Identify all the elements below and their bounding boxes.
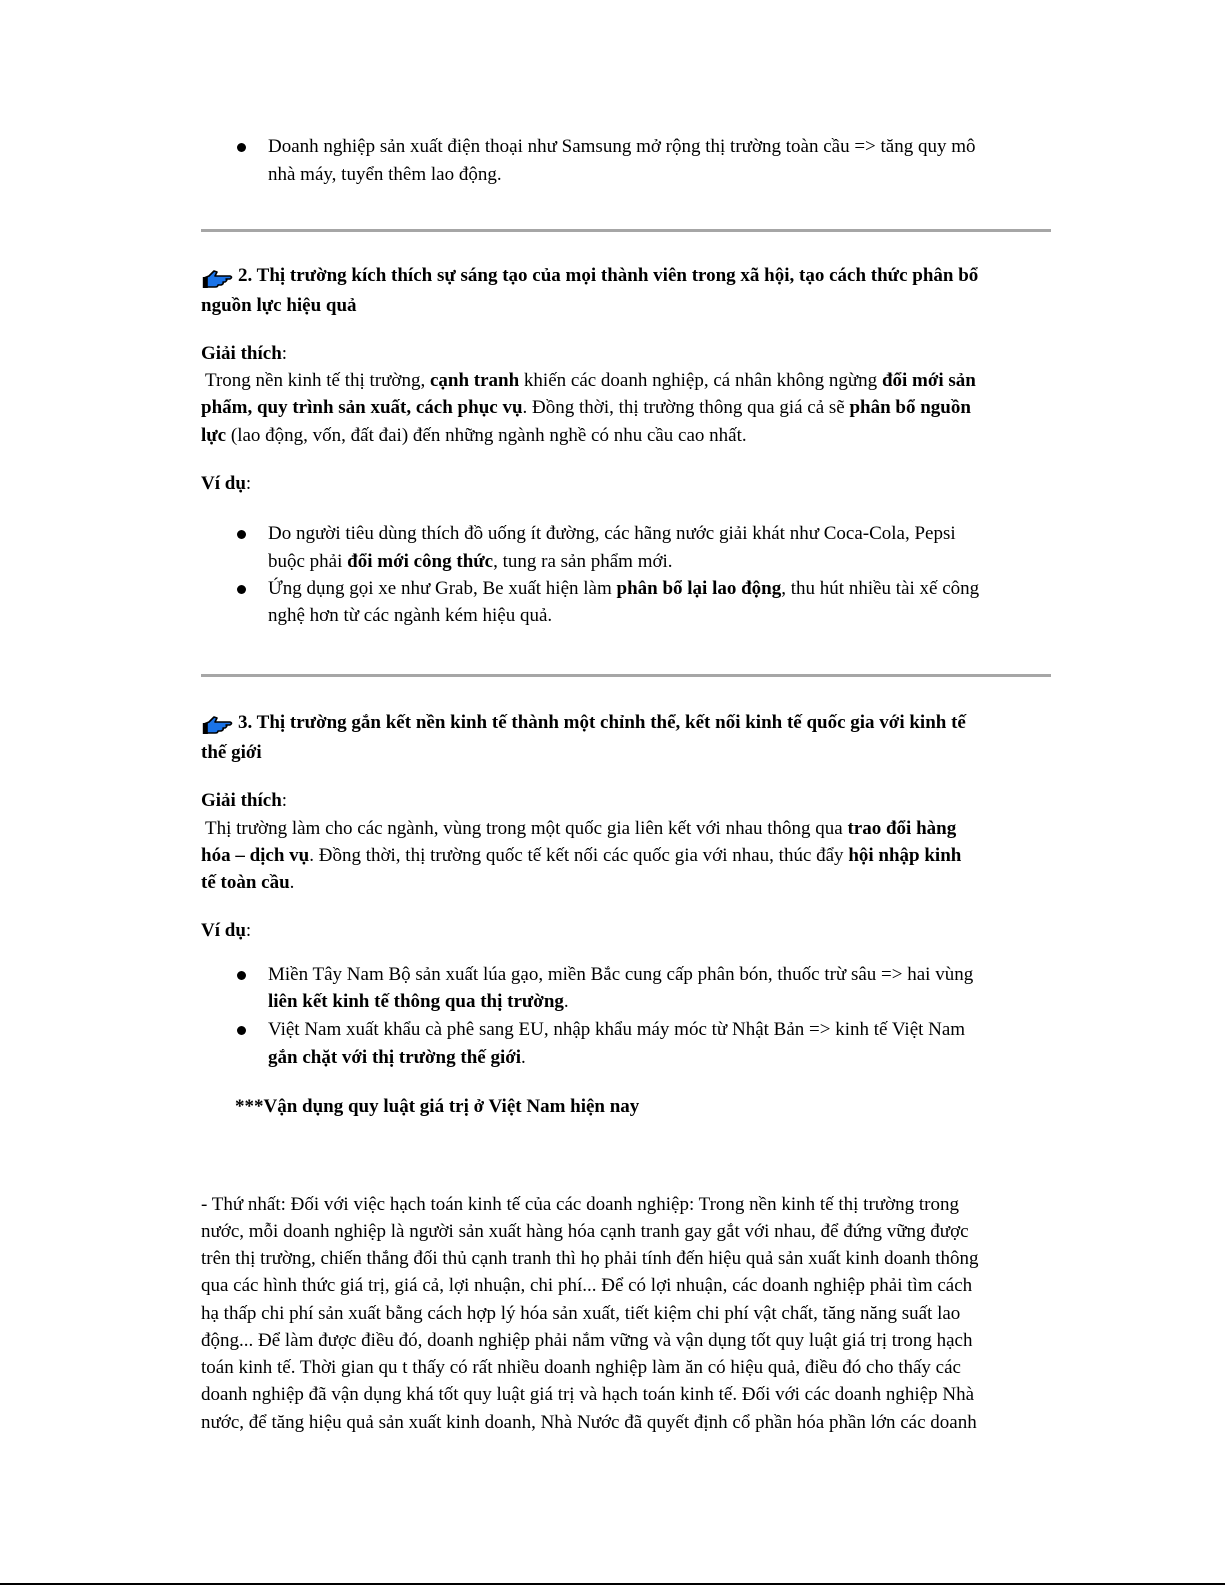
example-bullet-text: Miền Tây Nam Bộ sản xuất lúa gạo, miền Bắc cung cấp phân bón, thuốc trừ sâu => hai vùng <box>268 964 974 985</box>
example-bullet-text: Việt Nam xuất khẩu cà phê sang EU, nhập khẩu máy móc từ Nhật Bản => kinh tế Việt Nam <box>268 1019 966 1040</box>
bullet-dot <box>237 1026 246 1035</box>
paragraph-line: nước, để tăng hiệu quả sản xuất kinh doanh, Nhà Nước đã quyết định cổ phần hóa phần lớn các doanh <box>201 1412 977 1433</box>
application-heading: ***Vận dụng quy luật giá trị ở Việt Nam hiện nay <box>235 1096 640 1117</box>
paragraph-line: qua các hình thức giá trị, giá cả, lợi nhuận, chi phí... Để có lợi nhuận, các doanh nghiệp phải tìm cách <box>201 1275 973 1296</box>
bullet-dot <box>237 530 246 539</box>
explanation-label: Giải thích: <box>201 343 288 364</box>
bullet-dot <box>237 143 246 152</box>
section-heading: 3. Thị trường gắn kết nền kinh tế thành một chỉnh thể, kết nối kinh tế quốc gia với kinh tế <box>238 712 966 733</box>
bullet-dot <box>237 585 246 594</box>
example-bullet-text: gắn chặt với thị trường thế giới. <box>268 1047 526 1068</box>
explanation-text: phẩm, quy trình sản xuất, cách phục vụ. Đồng thời, thị trường thông qua giá cả sẽ phân bổ nguồn <box>201 397 971 418</box>
section-heading: 2. Thị trường kích thích sự sáng tạo của mọi thành viên trong xã hội, tạo cách thức phân bổ <box>238 265 979 286</box>
paragraph-line: động... Để làm được điều đó, doanh nghiệp phải nắm vững và vận dụng tốt quy luật giá trị trong hạch <box>201 1330 973 1351</box>
explanation-text: Thị trường làm cho các ngành, vùng trong một quốc gia liên kết với nhau thông qua trao đổi hàng <box>205 818 957 839</box>
example-bullet-text: Ứng dụng gọi xe như Grab, Be xuất hiện làm phân bổ lại lao động, thu hút nhiều tài xế công <box>268 578 980 599</box>
example-bullet-text: nghệ hơn từ các ngành kém hiệu quả. <box>268 605 553 626</box>
example-bullet-text: liên kết kinh tế thông qua thị trường. <box>268 991 569 1012</box>
bullet-text: Doanh nghiệp sản xuất điện thoại như Samsung mở rộng thị trường toàn cầu => tăng quy mô <box>268 136 976 157</box>
paragraph-line: toán kinh tế. Thời gian qu t thấy có rất nhiều doanh nghiệp làm ăn có hiệu quả, điều đó cho thấy các <box>201 1357 961 1378</box>
bullet-dot <box>237 971 246 980</box>
horizontal-divider <box>201 229 1051 232</box>
example-bullet-text: buộc phải đổi mới công thức, tung ra sản phẩm mới. <box>268 551 673 572</box>
section-heading: nguồn lực hiệu quả <box>201 295 357 316</box>
pointing-hand-icon <box>202 267 234 289</box>
explanation-text: Trong nền kinh tế thị trường, cạnh tranh khiến các doanh nghiệp, cá nhân không ngừng đổi mới sản <box>205 370 976 391</box>
pointing-hand-icon <box>202 713 234 735</box>
horizontal-divider <box>201 674 1051 677</box>
paragraph-line: trên thị trường, chiến thắng đối thủ cạnh tranh thì họ phải tính đến hiệu quả sản xuất kinh doanh thông <box>201 1248 979 1269</box>
example-bullet-text: Do người tiêu dùng thích đồ uống ít đường, các hãng nước giải khát như Coca-Cola, Pepsi <box>268 523 956 544</box>
bullet-text: nhà máy, tuyển thêm lao động. <box>268 164 502 185</box>
paragraph-line: hạ thấp chi phí sản xuất bằng cách hợp lý hóa sản xuất, tiết kiệm chi phí vật chất, tăng năng suất lao <box>201 1303 961 1324</box>
section-heading: thế giới <box>201 742 262 763</box>
paragraph-line: - Thứ nhất: Đối với việc hạch toán kinh tế của các doanh nghiệp: Trong nền kinh tế thị trường trong <box>201 1194 959 1215</box>
paragraph-line: nước, mỗi doanh nghiệp là người sản xuất hàng hóa cạnh tranh gay gắt với nhau, để đứng vững được <box>201 1221 969 1242</box>
explanation-text: lực (lao động, vốn, đất đai) đến những ngành nghề có nhu cầu cao nhất. <box>201 425 747 446</box>
explanation-text: hóa – dịch vụ. Đồng thời, thị trường quốc tế kết nối các quốc gia với nhau, thúc đẩy hội nhập kinh <box>201 845 962 866</box>
explanation-text: tế toàn cầu. <box>201 872 295 893</box>
paragraph-line: doanh nghiệp đã vận dụng khá tốt quy luật giá trị và hạch toán kinh tế. Đối với các doanh nghiệp Nhà <box>201 1384 975 1405</box>
explanation-label: Giải thích: <box>201 790 288 811</box>
example-label: Ví dụ: <box>201 920 252 941</box>
example-label: Ví dụ: <box>201 473 252 494</box>
